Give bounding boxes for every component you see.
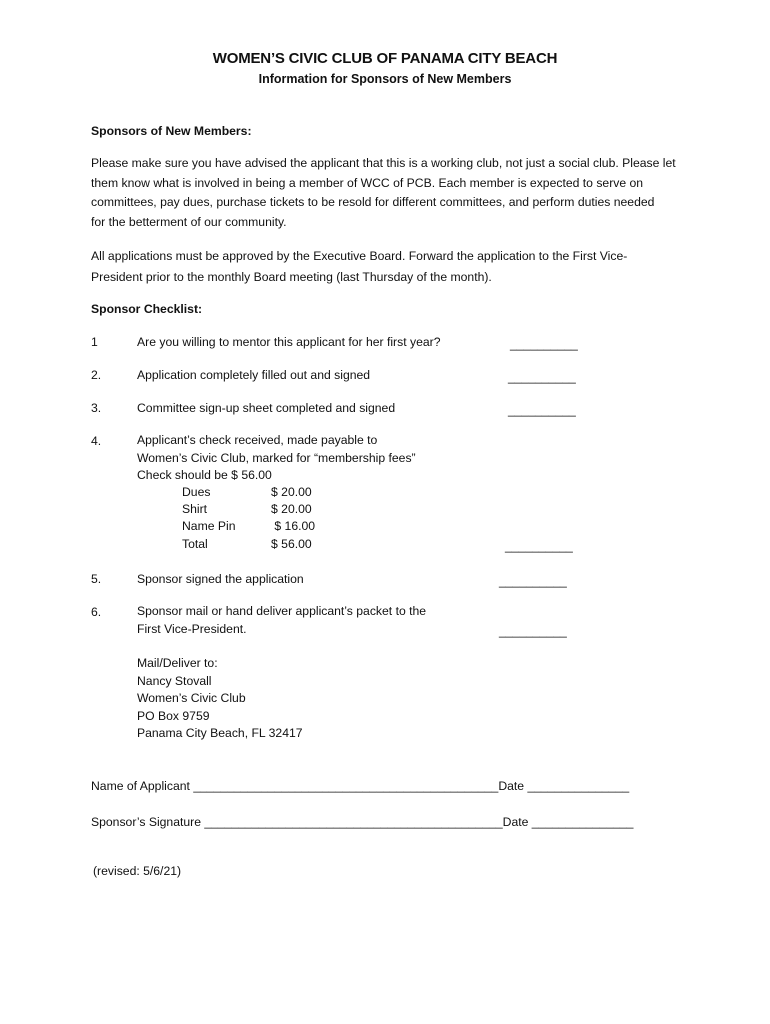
fee-label: Name Pin [182,519,236,533]
checklist-item-blank: __________ [499,624,567,638]
paragraph-line: them know what is involved in being a member of WCC of PCB. Each member is expected to serve on [91,175,644,190]
fee-label: Dues [182,485,211,499]
checklist-item-number: 3. [91,401,102,415]
checklist-item-text: Application completely filled out and signed [137,368,371,382]
fee-amount: $ 16.00 [271,519,316,533]
item-line: Sponsor mail or hand deliver applicant’s packet to the [137,604,427,618]
checklist-item-text: Sponsor signed the application [137,572,304,586]
document-title: WOMEN’S CIVIC CLUB OF PANAMA CITY BEACH [212,50,558,67]
item-line: Applicant’s check received, made payable to [137,433,378,447]
checklist-item-number: 1 [91,335,98,349]
checklist-item-blank: __________ [505,539,573,553]
checklist-item-text: Are you willing to mentor this applicant for her first year? [137,335,441,349]
item-line: Women’s Civic Club, marked for “membership fees” [137,450,416,465]
checklist-item-number: 5. [91,572,102,586]
document-subtitle: Information for Sponsors of New Members [258,72,512,86]
checklist-item-text [137,432,416,485]
mail-address-block [137,655,303,743]
fee-label: Shirt [182,502,208,516]
fee-label: Total [182,537,208,551]
intro-heading: Sponsors of New Members: [91,124,252,138]
checklist-item-number: 6. [91,605,102,619]
checklist-item-blank: __________ [508,370,576,384]
fee-amount: $ 20.00 [271,502,312,516]
intro-paragraph-2 [91,246,706,287]
mail-line: Panama City Beach, FL 32417 [137,726,303,740]
intro-paragraph-1 [91,154,706,232]
applicant-date-field[interactable]: _______________ [527,779,630,793]
mail-line: Mail/Deliver to: [137,656,218,670]
checklist-item-blank: __________ [510,337,578,351]
date-label: Date [498,779,525,793]
applicant-name-row [91,779,629,793]
checklist-item-blank: __________ [499,574,567,588]
checklist-item-blank: __________ [508,403,576,417]
paragraph-line: All applications must be approved by the Executive Board. Forward the application to the First Vice- [91,249,628,263]
sponsor-signature-field[interactable]: ____________________________________________ [204,815,503,829]
item-line: First Vice-President. [137,621,247,636]
sponsor-date-field[interactable]: _______________ [531,815,634,829]
paragraph-line: President prior to the monthly Board meeting (last Thursday of the month). [91,269,492,284]
checklist-heading: Sponsor Checklist: [91,302,203,316]
checklist-item-text [137,603,426,638]
applicant-name-field[interactable]: _____________________________________________ [193,779,499,793]
paragraph-line: committees, pay dues, purchase tickets to be resold for different committees, and perform duties needed [91,195,655,210]
paragraph-line: for the betterment of our community. [91,214,287,229]
item-line: Check should be $ 56.00 [137,468,272,482]
sponsor-signature-label: Sponsor’s Signature [91,815,201,829]
fee-amount: $ 56.00 [271,537,312,551]
revision-note: (revised: 5/6/21) [93,864,182,878]
sponsor-signature-row [91,815,633,829]
applicant-name-label: Name of Applicant [91,779,190,793]
mail-line: Nancy Stovall [137,673,212,688]
checklist-item-number: 4. [91,434,102,448]
checklist-item-number: 2. [91,368,102,382]
mail-line: PO Box 9759 [137,708,210,723]
checklist-item-text: Committee sign-up sheet completed and signed [137,401,396,415]
paragraph-line: Please make sure you have advised the applicant that this is a working club, not just a social club. Please let [91,156,676,170]
fee-amount: $ 20.00 [271,485,312,499]
date-label: Date [502,815,529,829]
mail-line: Women’s Civic Club [137,691,246,705]
